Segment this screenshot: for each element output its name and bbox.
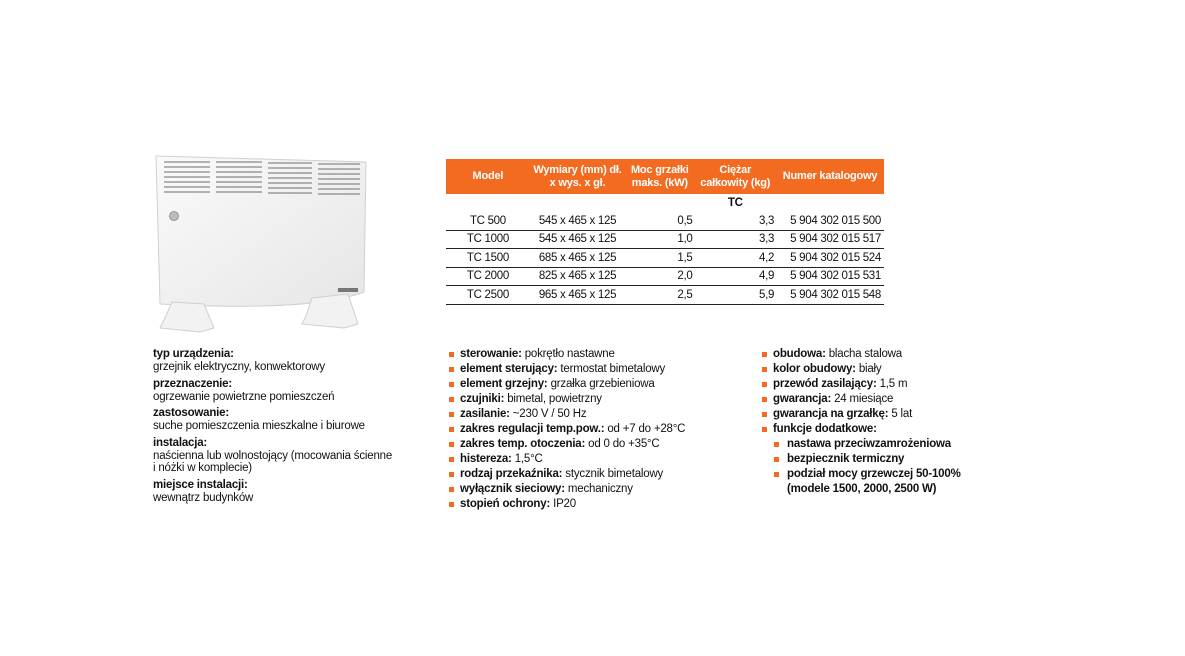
spec-value: ogrzewanie powietrzne pomieszczeń <box>153 390 335 403</box>
cell-weight: 4,2 <box>694 249 776 268</box>
sub-list-note: (modele 1500, 2000, 2500 W) <box>787 483 937 495</box>
list-item: zasilanie: ~230 V / 50 Hz <box>449 407 739 422</box>
general-specs <box>153 347 423 504</box>
list-item: czujniki: bimetal, powietrzny <box>449 392 739 407</box>
logo-badge <box>338 288 358 292</box>
list-item: zakres regulacji temp.pow.: od +7 do +28°C <box>449 422 739 437</box>
cell-model: TC 2500 <box>446 286 530 305</box>
header-catalog: Numer katalogowy <box>776 159 884 194</box>
cell-catalog: 5 904 302 015 517 <box>776 230 884 249</box>
sub-list-item: bezpiecznik termiczny <box>762 452 1022 467</box>
cell-catalog: 5 904 302 015 548 <box>776 286 884 305</box>
sub-list-item: podział mocy grzewczej 50-100% <box>762 467 1022 482</box>
list-item: obudowa: blacha stalowa <box>762 347 1022 362</box>
spec-value: wewnątrz budynków <box>153 491 254 504</box>
cell-power: 1,0 <box>625 230 694 249</box>
cell-model: TC 500 <box>446 212 530 230</box>
header-weight: Ciężar całkowity (kg) <box>694 159 776 194</box>
housing-specs <box>762 347 1022 497</box>
cell-model: TC 1000 <box>446 230 530 249</box>
cell-catalog: 5 904 302 015 524 <box>776 249 884 268</box>
table-row <box>446 267 884 286</box>
header-power: Moc grzałki maks. (kW) <box>625 159 694 194</box>
list-item: gwarancja: 24 miesiące <box>762 392 1022 407</box>
group-label: TC <box>727 197 743 209</box>
header-dimensions: Wymiary (mm) dł. x wys. x gł. <box>530 159 625 194</box>
list-item: stopień ochrony: IP20 <box>449 497 739 512</box>
spec-label: typ urządzenia: <box>153 348 234 360</box>
table-row <box>446 286 884 305</box>
list-item: rodzaj przekaźnika: stycznik bimetalowy <box>449 467 739 482</box>
table-header-row <box>446 159 884 194</box>
cell-power: 0,5 <box>625 212 694 230</box>
list-item: sterowanie: pokrętło nastawne <box>449 347 739 362</box>
table-group-row <box>446 194 884 212</box>
cell-weight: 4,9 <box>694 267 776 286</box>
table-row <box>446 230 884 249</box>
cell-dims: 825 x 465 x 125 <box>530 267 625 286</box>
cell-dims: 965 x 465 x 125 <box>530 286 625 305</box>
cell-power: 1,5 <box>625 249 694 268</box>
list-item: histereza: 1,5°C <box>449 452 739 467</box>
spec-value: grzejnik elektryczny, konwektorowy <box>153 361 325 373</box>
cell-weight: 5,9 <box>694 286 776 305</box>
list-item: wyłącznik sieciowy: mechaniczny <box>449 482 739 497</box>
list-item: kolor obudowy: biały <box>762 362 1022 377</box>
list-item: funkcje dodatkowe: <box>762 422 1022 437</box>
cell-weight: 3,3 <box>694 212 776 230</box>
cell-catalog: 5 904 302 015 531 <box>776 267 884 286</box>
spec-label: przeznaczenie: <box>153 377 233 390</box>
sub-list-item: nastawa przeciwzamrożeniowa <box>762 437 1022 452</box>
spec-label: miejsce instalacji: <box>153 478 248 491</box>
table-row <box>446 212 884 230</box>
knob-icon <box>170 212 179 221</box>
list-item: gwarancja na grzałkę: 5 lat <box>762 407 1022 422</box>
list-item: zakres temp. otoczenia: od 0 do +35°C <box>449 437 739 452</box>
list-item: element sterujący: termostat bimetalowy <box>449 362 739 377</box>
cell-catalog: 5 904 302 015 500 <box>776 212 884 230</box>
spec-table <box>446 159 884 305</box>
technical-specs <box>449 347 739 512</box>
list-item: przewód zasilający: 1,5 m <box>762 377 1022 392</box>
spec-label: zastosowanie: <box>153 407 230 419</box>
spec-label: instalacja: <box>153 436 208 449</box>
list-item: element grzejny: grzałka grzebieniowa <box>449 377 739 392</box>
cell-dims: 545 x 465 x 125 <box>530 230 625 249</box>
spec-value: suche pomieszczenia mieszkalne i biurowe <box>153 420 365 432</box>
cell-model: TC 1500 <box>446 249 530 268</box>
cell-dims: 545 x 465 x 125 <box>530 212 625 230</box>
cell-dims: 685 x 465 x 125 <box>530 249 625 268</box>
header-model: Model <box>446 159 530 194</box>
heater-image <box>152 152 372 342</box>
table-row <box>446 249 884 268</box>
cell-power: 2,5 <box>625 286 694 305</box>
cell-power: 2,0 <box>625 267 694 286</box>
cell-model: TC 2000 <box>446 267 530 286</box>
spec-value: naścienna lub wolnostojący (mocowania ścienne i nóżki w komplecie) <box>153 449 393 474</box>
cell-weight: 3,3 <box>694 230 776 249</box>
